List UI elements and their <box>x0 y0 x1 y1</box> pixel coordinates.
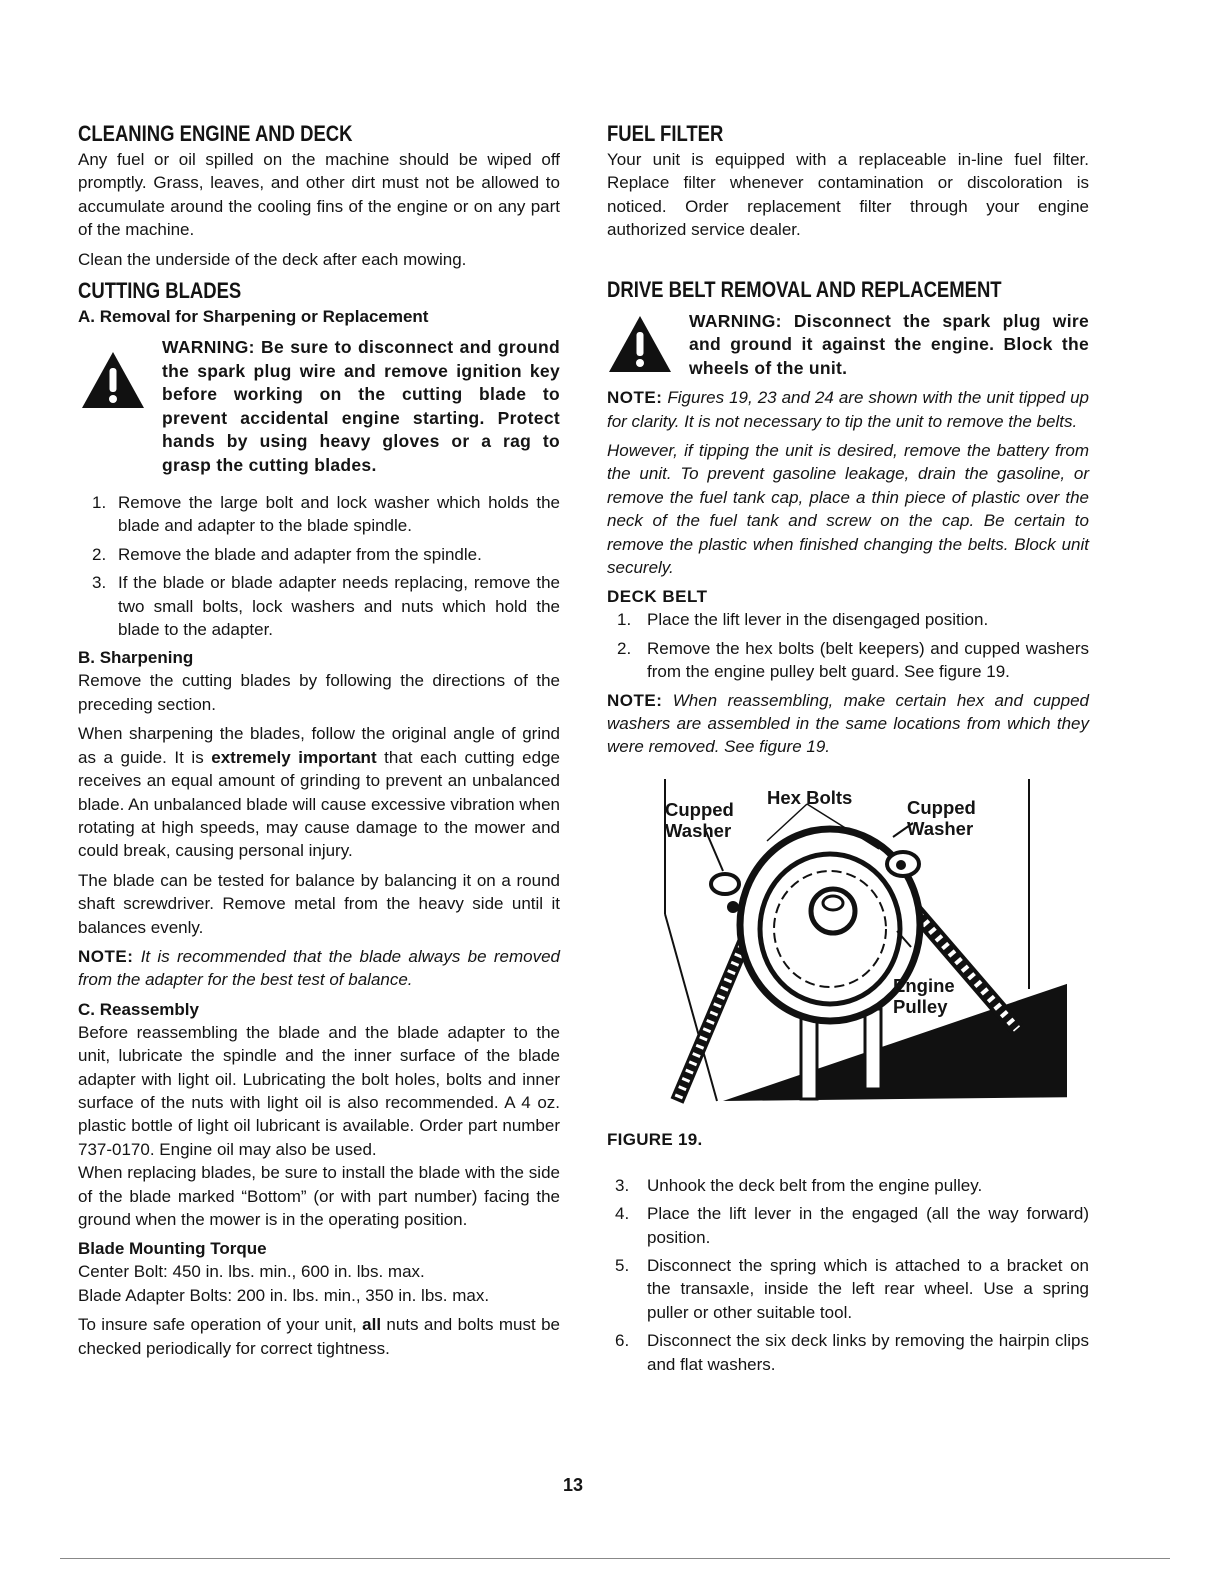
sharpening-paragraph-1: Remove the cutting blades by following the directions of the preceding section. <box>78 671 560 714</box>
list-item: 5. Disconnect the spring which is attached to a bracket on the transaxle, inside the left rear wheel. Use a spring puller or other suitable tool. <box>615 1256 1089 1322</box>
section-title-cleaning: CLEANING ENGINE AND DECK <box>78 121 353 146</box>
tipping-instructions: However, if tipping the unit is desired, remove the battery from the unit. To prevent gasoline leakage, drain the gasoline, or remove the fuel tank cap, place a thin piece of plastic over the neck of the fuel tank and screw on the cap. Be certain to remove the plastic when finished changing the belts. Block unit securely. <box>607 440 1089 577</box>
warning-box-drive-belt <box>607 310 1089 381</box>
warning-triangle-icon <box>607 314 673 379</box>
list-item: 4. Place the lift lever in the engaged (all the way forward) position. <box>615 1204 1089 1247</box>
section-title-fuel-filter: FUEL FILTER <box>607 121 724 146</box>
subheading-removal: A. Removal for Sharpening or Replacement <box>78 307 429 327</box>
tipping-note: NOTE: Figures 19, 23 and 24 are shown with the unit tipped up for clarity. It is not necessary to tip the unit to remove the belts. <box>607 388 1089 431</box>
section-title-drive-belt: DRIVE BELT REMOVAL AND REPLACEMENT <box>607 276 1002 302</box>
subheading-deck-belt: DECK BELT <box>607 587 708 607</box>
sharpening-paragraph-3: The blade can be tested for balance by balancing it on a round shaft screwdriver. Remove metal from the heavy side until it balances evenly. <box>78 870 560 937</box>
balance-note: NOTE: It is recommended that the blade always be removed from the adapter for the best test of balance. <box>78 946 560 990</box>
list-item: 3. If the blade or blade adapter needs replacing, remove the two small bolts, lock washers and nuts which hold the blade to the adapter. <box>92 573 560 640</box>
list-item: 2. Remove the blade and adapter from the spindle. <box>92 544 482 564</box>
list-item: 1. Remove the large bolt and lock washer which holds the blade and adapter to the blade spindle. <box>92 493 560 536</box>
deck-belt-steps-list-a <box>607 608 1089 683</box>
right-column <box>607 120 1089 1381</box>
removal-steps-list <box>78 491 560 641</box>
page-bottom-rule <box>60 1558 1170 1559</box>
subheading-torque: Blade Mounting Torque <box>78 1239 267 1259</box>
list-item: 3. Unhook the deck belt from the engine pulley. <box>615 1175 983 1195</box>
torque-adapter-bolts: Blade Adapter Bolts: 200 in. lbs. min., 350 in. lbs. max. <box>78 1285 490 1305</box>
cleaning-paragraph-2: Clean the underside of the deck after each mowing. <box>78 249 467 269</box>
list-item: 1. Place the lift lever in the disengaged position. <box>617 610 989 630</box>
final-paragraph: To insure safe operation of your unit, all nuts and bolts must be checked periodically for correct tightness. <box>78 1315 560 1358</box>
warning-triangle-icon <box>80 350 146 415</box>
left-column <box>78 120 560 1366</box>
fuel-filter-paragraph: Your unit is equipped with a replaceable in-line fuel filter. Replace filter whenever contamination or discoloration is noticed. Order replacement filter through your engine authorized service dealer. <box>607 150 1089 240</box>
warning-text-drive-belt: WARNING: Disconnect the spark plug wire and ground it against the engine. Block the wheels of the unit. <box>689 310 1089 378</box>
reassembly-paragraph-2: When replacing blades, be sure to install the blade with the side of the blade marked “Bottom” (or with part number) facing the ground when the mower is in the operating position. <box>78 1163 560 1229</box>
warning-box-blades <box>78 336 560 477</box>
subheading-sharpening: B. Sharpening <box>78 648 194 668</box>
callout-cupped-washer-right: Cupped Washer <box>907 796 976 839</box>
reassembly-paragraph-1: Before reassembling the blade and the blade adapter to the unit, lubricate the spindle and the inner surface of the blade adapter with light oil. Lubricating the bolt holes, bolts and inner surface of the nuts with light oil is also recommended. A 4 oz. plastic bottle of light oil lubricant is available. Order part number 737-0170. Engine oil may also be used. <box>78 1022 560 1159</box>
warning-text-blades: WARNING: Be sure to disconnect and ground the spark plug wire and remove ignition key before working on the cutting blade to prevent accidental engine starting. Protect hands by using heavy gloves or a rag to grasp the cutting blades. <box>162 337 560 475</box>
page-number: 13 <box>563 1475 584 1495</box>
list-item: 6. Disconnect the six deck links by removing the hairpin clips and flat washers. <box>615 1331 1089 1374</box>
figure-19-caption: FIGURE 19. <box>607 1129 703 1149</box>
callout-hex-bolts: Hex Bolts <box>767 786 853 808</box>
sharpening-paragraph-2: When sharpening the blades, follow the original angle of grind as a guide. It is extremely important that each cutting edge receives an equal amount of grinding to prevent an unbalanced blade. An unbalanced blade will cause excessive vibration when rotating at high speeds, may cause damage to the mower and could break, causing personal injury. <box>78 724 560 861</box>
subheading-reassembly: C. Reassembly <box>78 999 199 1019</box>
list-item: 2. Remove the hex bolts (belt keepers) and cupped washers from the engine pulley belt guard. See figure 19. <box>617 638 1089 682</box>
deck-belt-steps-list-b <box>607 1174 1089 1376</box>
cleaning-paragraph-1: Any fuel or oil spilled on the machine should be wiped off promptly. Grass, leaves, and other dirt must not be allowed to accumulate around the cooling fins of the engine or on any part of the machine. <box>78 150 560 240</box>
figure-19-illustration <box>635 779 1067 1124</box>
torque-center-bolt: Center Bolt: 450 in. lbs. min., 600 in. lbs. max. <box>78 1262 425 1282</box>
callout-engine-pulley: Engine Pulley <box>893 974 955 1017</box>
reassembly-note: NOTE: When reassembling, make certain hex and cupped washers are assembled in the same locations from which they were removed. See figure 19. <box>607 690 1089 757</box>
callout-cupped-washer-left: Cupped Washer <box>665 798 734 841</box>
section-title-cutting-blades: CUTTING BLADES <box>78 278 242 304</box>
